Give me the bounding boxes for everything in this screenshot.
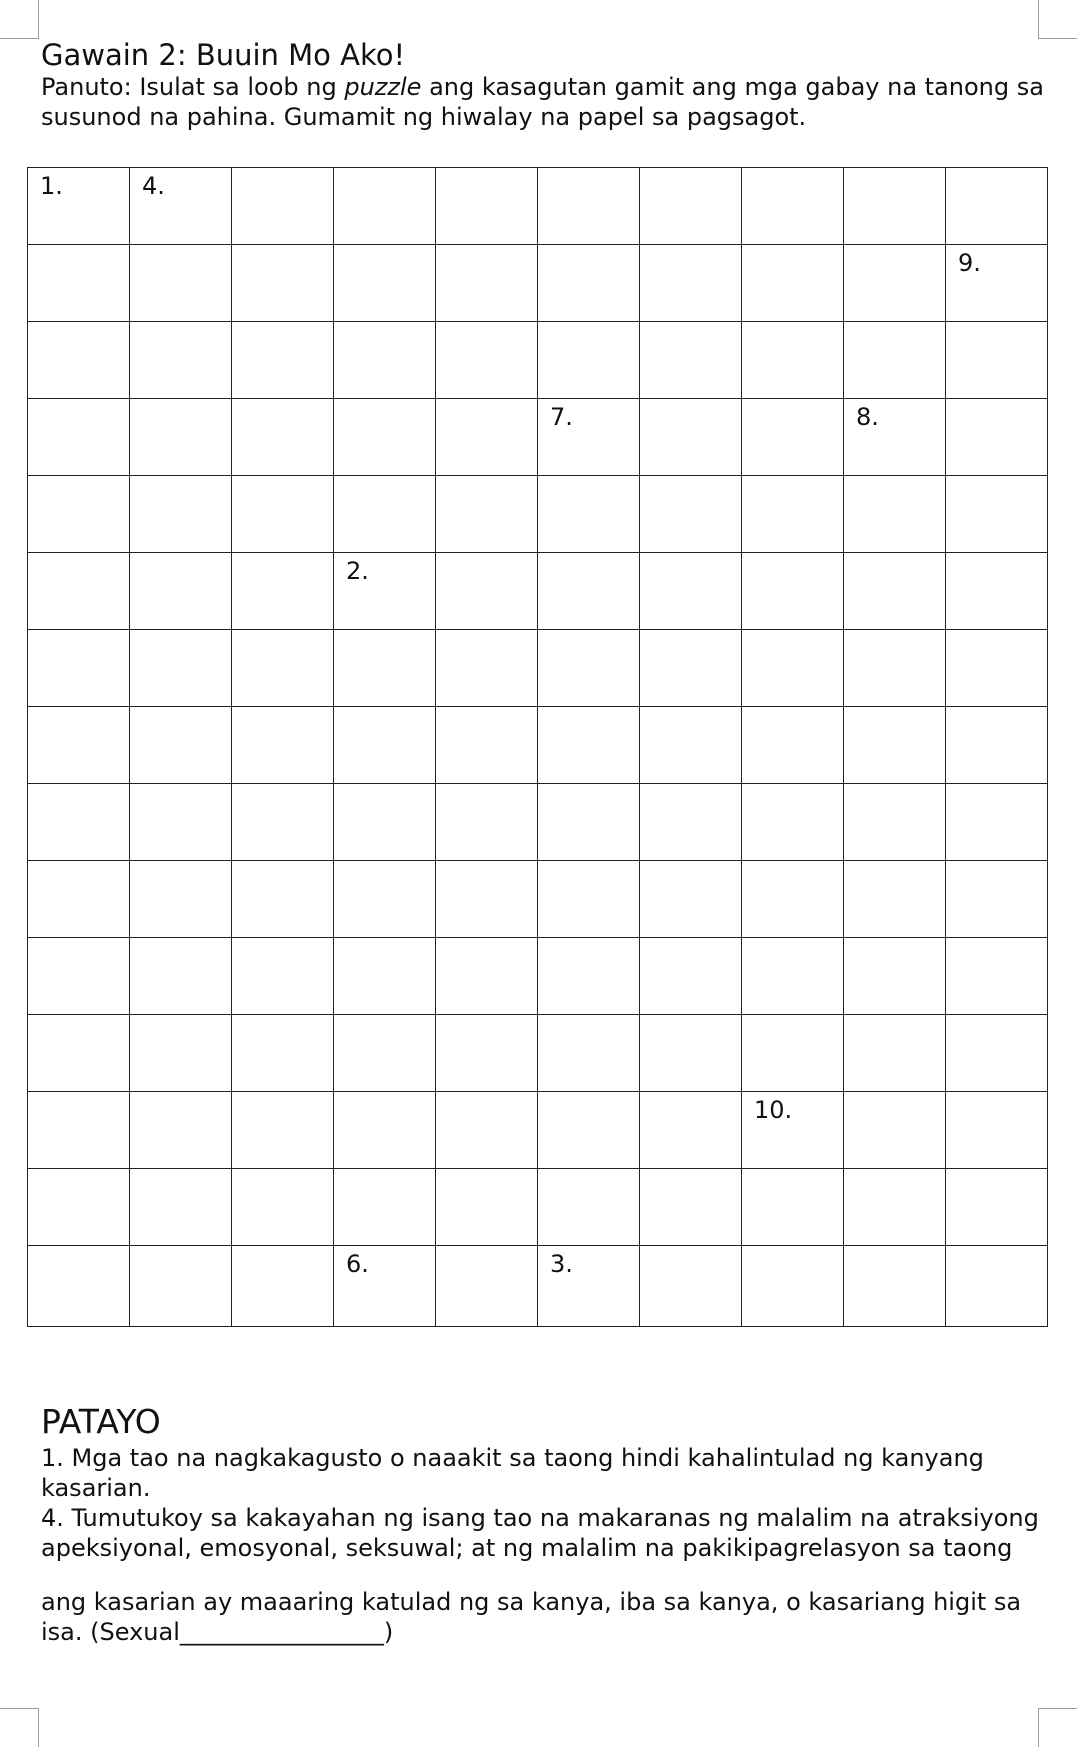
grid-row xyxy=(28,1246,1048,1327)
grid-cell[interactable] xyxy=(334,476,436,553)
grid-cell[interactable] xyxy=(640,1246,742,1327)
grid-cell[interactable] xyxy=(946,630,1048,707)
grid-cell[interactable] xyxy=(28,1246,130,1327)
clue-number: 3. xyxy=(550,1250,573,1278)
grid-cell[interactable] xyxy=(232,1015,334,1092)
grid-cell[interactable] xyxy=(28,784,130,861)
grid-cell[interactable] xyxy=(844,784,946,861)
grid-cell[interactable] xyxy=(334,399,436,476)
clue-number: 4. xyxy=(142,172,165,200)
grid-cell[interactable] xyxy=(946,1246,1048,1327)
grid-cell[interactable] xyxy=(844,1092,946,1169)
grid-cell[interactable] xyxy=(742,707,844,784)
grid-cell[interactable] xyxy=(130,553,232,630)
grid-cell[interactable] xyxy=(28,1169,130,1246)
grid-cell[interactable] xyxy=(538,630,640,707)
grid-cell[interactable] xyxy=(28,322,130,399)
grid-cell[interactable] xyxy=(742,784,844,861)
grid-cell[interactable] xyxy=(334,1169,436,1246)
grid-cell[interactable] xyxy=(844,245,946,322)
grid-cell[interactable] xyxy=(28,399,130,476)
grid-cell[interactable] xyxy=(640,630,742,707)
grid-cell[interactable] xyxy=(742,1015,844,1092)
grid-cell[interactable] xyxy=(436,1092,538,1169)
grid-cell[interactable] xyxy=(28,707,130,784)
grid-cell[interactable] xyxy=(232,168,334,245)
grid-cell[interactable] xyxy=(436,322,538,399)
page-title: Gawain 2: Buuin Mo Ako! xyxy=(41,38,406,72)
grid-cell[interactable] xyxy=(538,1015,640,1092)
grid-row xyxy=(28,553,1048,630)
grid-row xyxy=(28,1015,1048,1092)
grid-cell[interactable] xyxy=(946,938,1048,1015)
grid-cell[interactable] xyxy=(844,168,946,245)
grid-cell[interactable] xyxy=(538,322,640,399)
grid-cell[interactable] xyxy=(436,245,538,322)
grid-cell[interactable] xyxy=(28,553,130,630)
grid-cell[interactable] xyxy=(946,245,1048,322)
grid-cell[interactable] xyxy=(640,1015,742,1092)
clue-number: 1. xyxy=(40,172,63,200)
grid-row xyxy=(28,784,1048,861)
clue-item: 4. Tumutukoy sa kakayahan ng isang tao na makaranas ng malalim na atraksiyong xyxy=(41,1504,1039,1532)
grid-cell[interactable] xyxy=(28,1092,130,1169)
clue-number: 10. xyxy=(754,1096,793,1124)
grid-cell[interactable] xyxy=(232,245,334,322)
grid-cell[interactable] xyxy=(28,630,130,707)
grid-cell[interactable] xyxy=(232,707,334,784)
grid-cell[interactable] xyxy=(538,553,640,630)
grid-cell[interactable] xyxy=(334,1246,436,1327)
grid-cell[interactable] xyxy=(232,322,334,399)
clue-number: 8. xyxy=(856,403,879,431)
page-corner-mark xyxy=(1038,0,1077,39)
grid-cell[interactable] xyxy=(436,476,538,553)
grid-cell[interactable] xyxy=(538,245,640,322)
grid-row xyxy=(28,168,1048,245)
grid-cell[interactable] xyxy=(640,168,742,245)
page-corner-mark xyxy=(1038,1708,1077,1747)
grid-cell[interactable] xyxy=(640,245,742,322)
grid-cell[interactable] xyxy=(640,707,742,784)
grid-cell[interactable] xyxy=(28,938,130,1015)
grid-cell[interactable] xyxy=(436,630,538,707)
grid-cell[interactable] xyxy=(130,630,232,707)
grid-cell[interactable] xyxy=(946,553,1048,630)
grid-cell[interactable] xyxy=(640,1169,742,1246)
grid-cell[interactable] xyxy=(946,784,1048,861)
instructions-text: susunod na pahina. Gumamit ng hiwalay na papel sa pagsagot. xyxy=(41,103,807,131)
grid-cell[interactable] xyxy=(742,476,844,553)
grid-cell[interactable] xyxy=(538,1246,640,1327)
grid-cell[interactable] xyxy=(946,322,1048,399)
grid-cell[interactable] xyxy=(130,1015,232,1092)
grid-cell[interactable] xyxy=(538,707,640,784)
page-corner-mark xyxy=(0,1708,39,1747)
grid-cell[interactable] xyxy=(946,707,1048,784)
grid-cell[interactable] xyxy=(232,784,334,861)
clue-item: 1. Mga tao na nagkakagusto o naaakit sa taong hindi kahalintulad ng kanyang kasarian. xyxy=(41,1444,984,1502)
grid-row xyxy=(28,245,1048,322)
grid-cell[interactable] xyxy=(742,322,844,399)
grid-cell[interactable] xyxy=(742,630,844,707)
grid-cell[interactable] xyxy=(640,938,742,1015)
grid-cell[interactable] xyxy=(742,861,844,938)
grid-cell[interactable] xyxy=(28,1015,130,1092)
grid-cell[interactable] xyxy=(232,630,334,707)
grid-cell[interactable] xyxy=(844,861,946,938)
grid-cell[interactable] xyxy=(130,707,232,784)
grid-cell[interactable] xyxy=(538,861,640,938)
clue-list xyxy=(41,1443,1051,1647)
grid-cell[interactable] xyxy=(232,1246,334,1327)
grid-row xyxy=(28,938,1048,1015)
grid-row xyxy=(28,630,1048,707)
grid-cell[interactable] xyxy=(334,861,436,938)
grid-row xyxy=(28,399,1048,476)
clue-number: 2. xyxy=(346,557,369,585)
instructions xyxy=(41,72,1051,132)
grid-cell[interactable] xyxy=(538,476,640,553)
instructions-text: ang kasagutan gamit ang mga gabay na tanong sa xyxy=(421,73,1044,101)
grid-cell[interactable] xyxy=(844,707,946,784)
grid-cell[interactable] xyxy=(130,476,232,553)
grid-cell[interactable] xyxy=(334,1092,436,1169)
grid-cell[interactable] xyxy=(334,168,436,245)
grid-row xyxy=(28,322,1048,399)
grid-row xyxy=(28,861,1048,938)
grid-cell[interactable] xyxy=(640,322,742,399)
grid-cell[interactable] xyxy=(334,322,436,399)
grid-cell[interactable] xyxy=(844,322,946,399)
clue-number: 7. xyxy=(550,403,573,431)
grid-cell[interactable] xyxy=(130,322,232,399)
grid-cell[interactable] xyxy=(334,1015,436,1092)
grid-cell[interactable] xyxy=(28,168,130,245)
grid-cell[interactable] xyxy=(130,861,232,938)
grid-cell[interactable] xyxy=(742,1092,844,1169)
grid-cell[interactable] xyxy=(538,1169,640,1246)
grid-cell[interactable] xyxy=(742,168,844,245)
grid-cell[interactable] xyxy=(946,861,1048,938)
grid-cell[interactable] xyxy=(844,1015,946,1092)
grid-cell[interactable] xyxy=(742,1246,844,1327)
clue-item: ang kasarian ay maaaring katulad ng sa kanya, iba sa kanya, o kasariang higit sa isa. (Sexual_________________) xyxy=(41,1588,1022,1646)
clue-number: 6. xyxy=(346,1250,369,1278)
grid-cell[interactable] xyxy=(436,861,538,938)
grid-cell[interactable] xyxy=(538,168,640,245)
instructions-text: Panuto: Isulat sa loob ng xyxy=(41,73,345,101)
page-corner-mark xyxy=(0,0,39,39)
grid-cell[interactable] xyxy=(844,630,946,707)
grid-cell[interactable] xyxy=(538,1092,640,1169)
grid-cell[interactable] xyxy=(334,553,436,630)
grid-row xyxy=(28,1169,1048,1246)
grid-cell[interactable] xyxy=(130,938,232,1015)
grid-cell[interactable] xyxy=(946,1169,1048,1246)
grid-cell[interactable] xyxy=(232,553,334,630)
grid-cell[interactable] xyxy=(640,861,742,938)
section-heading: PATAYO xyxy=(41,1402,161,1441)
grid-cell[interactable] xyxy=(844,399,946,476)
grid-cell[interactable] xyxy=(742,245,844,322)
grid-cell[interactable] xyxy=(844,476,946,553)
grid-cell[interactable] xyxy=(436,707,538,784)
grid-cell[interactable] xyxy=(436,399,538,476)
grid-cell[interactable] xyxy=(232,399,334,476)
grid-row xyxy=(28,476,1048,553)
grid-cell[interactable] xyxy=(844,1246,946,1327)
grid-cell[interactable] xyxy=(538,784,640,861)
grid-cell[interactable] xyxy=(28,861,130,938)
grid-cell[interactable] xyxy=(436,938,538,1015)
grid-cell[interactable] xyxy=(742,1169,844,1246)
grid-cell[interactable] xyxy=(130,168,232,245)
grid-cell[interactable] xyxy=(130,399,232,476)
grid-cell[interactable] xyxy=(844,553,946,630)
grid-cell[interactable] xyxy=(436,1246,538,1327)
grid-cell[interactable] xyxy=(640,399,742,476)
grid-cell[interactable] xyxy=(130,1169,232,1246)
grid-cell[interactable] xyxy=(28,245,130,322)
crossword-grid xyxy=(27,167,1048,1327)
grid-cell[interactable] xyxy=(436,553,538,630)
grid-cell[interactable] xyxy=(640,1092,742,1169)
grid-cell[interactable] xyxy=(130,1092,232,1169)
grid-cell[interactable] xyxy=(436,1169,538,1246)
clue-number: 9. xyxy=(958,249,981,277)
clue-item: apeksiyonal, emosyonal, seksuwal; at ng malalim na pakikipagrelasyon sa taong xyxy=(41,1534,1013,1562)
grid-row xyxy=(28,707,1048,784)
grid-cell[interactable] xyxy=(436,784,538,861)
grid-cell[interactable] xyxy=(436,168,538,245)
grid-cell[interactable] xyxy=(538,399,640,476)
grid-cell[interactable] xyxy=(946,476,1048,553)
instructions-italic-term: puzzle xyxy=(344,73,422,101)
grid-cell[interactable] xyxy=(946,1092,1048,1169)
grid-cell[interactable] xyxy=(130,784,232,861)
grid-cell[interactable] xyxy=(334,784,436,861)
grid-cell[interactable] xyxy=(538,938,640,1015)
grid-cell[interactable] xyxy=(232,1169,334,1246)
grid-row xyxy=(28,1092,1048,1169)
grid-cell[interactable] xyxy=(334,938,436,1015)
grid-cell[interactable] xyxy=(436,1015,538,1092)
grid-cell[interactable] xyxy=(232,938,334,1015)
grid-cell[interactable] xyxy=(946,168,1048,245)
grid-cell[interactable] xyxy=(640,553,742,630)
grid-cell[interactable] xyxy=(844,1169,946,1246)
grid-cell[interactable] xyxy=(946,1015,1048,1092)
grid-cell[interactable] xyxy=(232,861,334,938)
grid-cell[interactable] xyxy=(130,245,232,322)
grid-cell[interactable] xyxy=(844,938,946,1015)
grid-cell[interactable] xyxy=(232,1092,334,1169)
grid-cell[interactable] xyxy=(640,476,742,553)
grid-cell[interactable] xyxy=(742,553,844,630)
grid-cell[interactable] xyxy=(742,399,844,476)
grid-cell[interactable] xyxy=(130,1246,232,1327)
grid-cell[interactable] xyxy=(334,630,436,707)
grid-cell[interactable] xyxy=(232,476,334,553)
grid-cell[interactable] xyxy=(334,707,436,784)
grid-cell[interactable] xyxy=(28,476,130,553)
grid-cell[interactable] xyxy=(640,784,742,861)
grid-cell[interactable] xyxy=(742,938,844,1015)
grid-cell[interactable] xyxy=(946,399,1048,476)
grid-cell[interactable] xyxy=(334,245,436,322)
